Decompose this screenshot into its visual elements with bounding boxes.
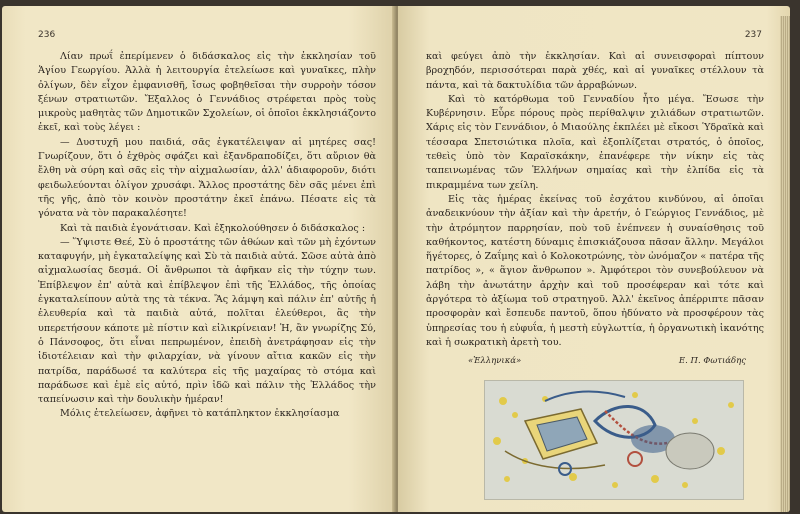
paragraph: Μόλις ἐτελείωσεν, ἀφῆνει τὸ κατάπληκτον ἐκκλησίασμα [60,408,340,420]
paragraph: Εἰς τὰς ἡμέρας ἐκείνας τοῦ ἐσχάτου κινδύνου, αἱ ὁποῖαι ἀναδεικνύουν τὴν ἀξίαν καὶ τὴν ἀρετήν, ὁ Γεώργιος Γεννάδιος, μὲ τὴν ἀτρόμητον παρρησίαν, ποὺ τοῦ ἐνέπνεεν ἡ συναίσθησις τοῦ καθήκοντος, κατέστη δύναμις ἐπισκιάζουσα πᾶσαν ἄλλην. Μεγάλοι ἥγέτορες, ὁ Ζαΐμης καὶ ὁ Κολοκοτρώνης, τὸν ὠνόμαζον « πατέρα τῆς πατρίδος », « ἅγιον ἄνθρωπον ». Ἀμφότεροι τὸν συνεβούλευον νὰ λάβη τὴν ἀνωτάτην ἀρχὴν καὶ τοῦ προσέφεραν καὶ τότε καὶ ἀργότερα τὸ ἀξίωμα τοῦ στρατηγοῦ. Ἀλλ' ἐκεῖνος ἀπέρριπτε πᾶσαν προσφορὰν καὶ ἔσπευδε παντοῦ, ὅπου ἠδύνατο νὰ προσφέρουν τὰς ὑπηρεσίας του ἡ εὐφυΐα, ἡ μεστὴ εὐγλωττία, ἡ ὀργανωτικὴ ἱκανότης καὶ ἡ σωκρατικὴ ἀρετὴ του. [426,193,764,348]
illustration-drawing [485,381,743,499]
paragraph: Καὶ τὸ κατόρθωμα τοῦ Γενναδίου ἦτο μέγα. Ἔσωσε τὴν Κυβέρνησιν. Εὗρε πόρους πρὸς περίθαλψιν χιλιάδων στρατιωτῶν. Χάρις εἰς τὸν Γεννάδιον, ὁ Μιαούλης ἐκπλέει μὲ εἴκοσι Ὑδραϊκὰ καὶ τέσσαρα Σπετσιώτικα πλοῖα, καὶ ἐξοπλίζεται στρατός, ὁ ὁποῖος, τεθεὶς ὑπὸ τὸν Καραϊσκάκην, ἐπανέφερε τὴν νίκην εἰς τὰς ταπεινωμένας τῶν Ἑλλήνων σημαίας καὶ τὴν ἐλπίδα εἰς τὰ πικραμμένα των χείλη. [426,93,764,191]
paragraph: Λίαν πρωΐ ἐπερίμενεν ὁ διδάσκαλος εἰς τὴν ἐκκλησίαν τοῦ Ἁγίου Γεωργίου. Ἀλλὰ ἡ λειτουργία ἐτελείωσε καὶ γυναῖκες, πλὴν ὀλίγων, δὲν εἶχον ἐμφανισθῆ, ἴσως φοβηθεῖσαι τὴν συρροὴν τόσον ξένων στρατιωτῶν. Ἔξαλλος ὁ Γεννάδιος στρέφεται πρὸς τοὺς μικροὺς μαθητὰς τῶν Δημοτικῶν Σχολείων, οἱ ὁποῖοι ἐκκλησιάζοντο ἐκεῖ, καὶ τοὺς λέγει : [38,51,376,134]
paragraph: — Ὕψιστε Θεέ, Σὺ ὁ προστάτης τῶν ἀθώων καὶ τῶν μὴ ἐχόντων καταφυγήν, μὴ ἐγκαταλείψης καὶ Σὺ τὰ παιδιὰ αὐτά. Σῶσε αὐτὰ ἀπὸ αἰχμαλωσίας δεσμά. Οἱ ἄνθρωποι τὰ ἀφῆκαν εἰς τὴν τύχην των. Ἐπίβλεψον ἐπ' αὐτὰ καὶ ἐπίβλεψον ἐπὶ τῆς Ἑλλάδος, τῆς ὁποίας ἐγκαταλείπουν αὐτὰ της τὰ τέκνα. Ἂς λάμψη καὶ πάλιν ἐπ' αὐτῆς ἡ ἐλευθερία καὶ τὰ παιδιὰ αὐτά, πολῖται ἐλεύθεροι, ἂς τὴν υπερετήσουν κάποτε μὲ πίστιν καὶ εἰλικρίνειαν! Ἡ, ἂν γνωρίζης Σύ, ὁ Πάνσοφος, ὅτι εἶναι πεπρωμένον, ἐπειδὴ ἀνετράφησαν εἰς τὴν ἰδιοτέλειαν καὶ τὴν φιλαρχίαν, νὰ γίνουν αἴτια κακῶν εἰς τὴν πατρίδα, παράδωσέ τα καλύτερα εἰς τῆς μαχαίρας τὸ στόμα καὶ παράδωσε καὶ ἐμὲ εἰς αὐτό, πρὶν ἰδῶ καὶ πάλιν τὴς Ἑλλάδος τὴν ταπείνωσιν καὶ τὴν δουλικὴν ἡμέραν! [38,236,376,406]
paragraph: — Δυστυχῆ μου παιδιά, σᾶς ἐγκατέλειψαν αἱ μητέρες σας! Γνωρίζουν, ὅτι ὁ ἐχθρὸς σφάζει καὶ ἐξανδραποδίζει, ὅτι αὔριον θὰ ἔλθη νὰ σύρη καὶ σᾶς εἰς τὴν αἰχμαλωσίαν, ἀλλ' ἀδιαφοροῦν, διότι φειδωλεύονται ὀλίγον χρυσάφι. Ἄλλος προστάτης δὲν σᾶς μένει ἐπὶ τῆς γῆς, ἀπὸ τὸν κοινὸν προστάτην ἐκεῖ ἐπάνω. Πέσατε εἰς τὰ γόνατα νὰ τὸν παρακαλέσητε! [38,136,376,220]
paragraph: καὶ φεύγει ἀπὸ τὴν ἐκκλησίαν. Καὶ αἱ συνεισφοραὶ πίπτουν βροχηδόν, περισσότεραι παρὰ χθές, καὶ αἱ γυναῖκες στέλλουν τὰ πάντα, καὶ τὰ δακτυλίδια τῶν ἀρραβώνων. [426,51,764,91]
source-title: «Ἑλληνικά» [468,356,522,366]
jewelry-illustration-icon [484,380,744,500]
right-page [398,6,790,512]
page-number-left: 236 [38,30,56,40]
page-edge [780,16,790,512]
left-page-text [38,50,376,422]
left-page [2,6,396,512]
source-author: Ε. Π. Φωτιάδης [678,356,746,366]
page-number-right: 237 [744,30,762,40]
paragraph: Καὶ τὰ παιδιὰ ἐγονάτισαν. Καὶ ἐξηκολούθησεν ὁ διδάσκαλος : [60,222,366,234]
source-line [468,356,746,366]
right-page-text [426,50,764,350]
